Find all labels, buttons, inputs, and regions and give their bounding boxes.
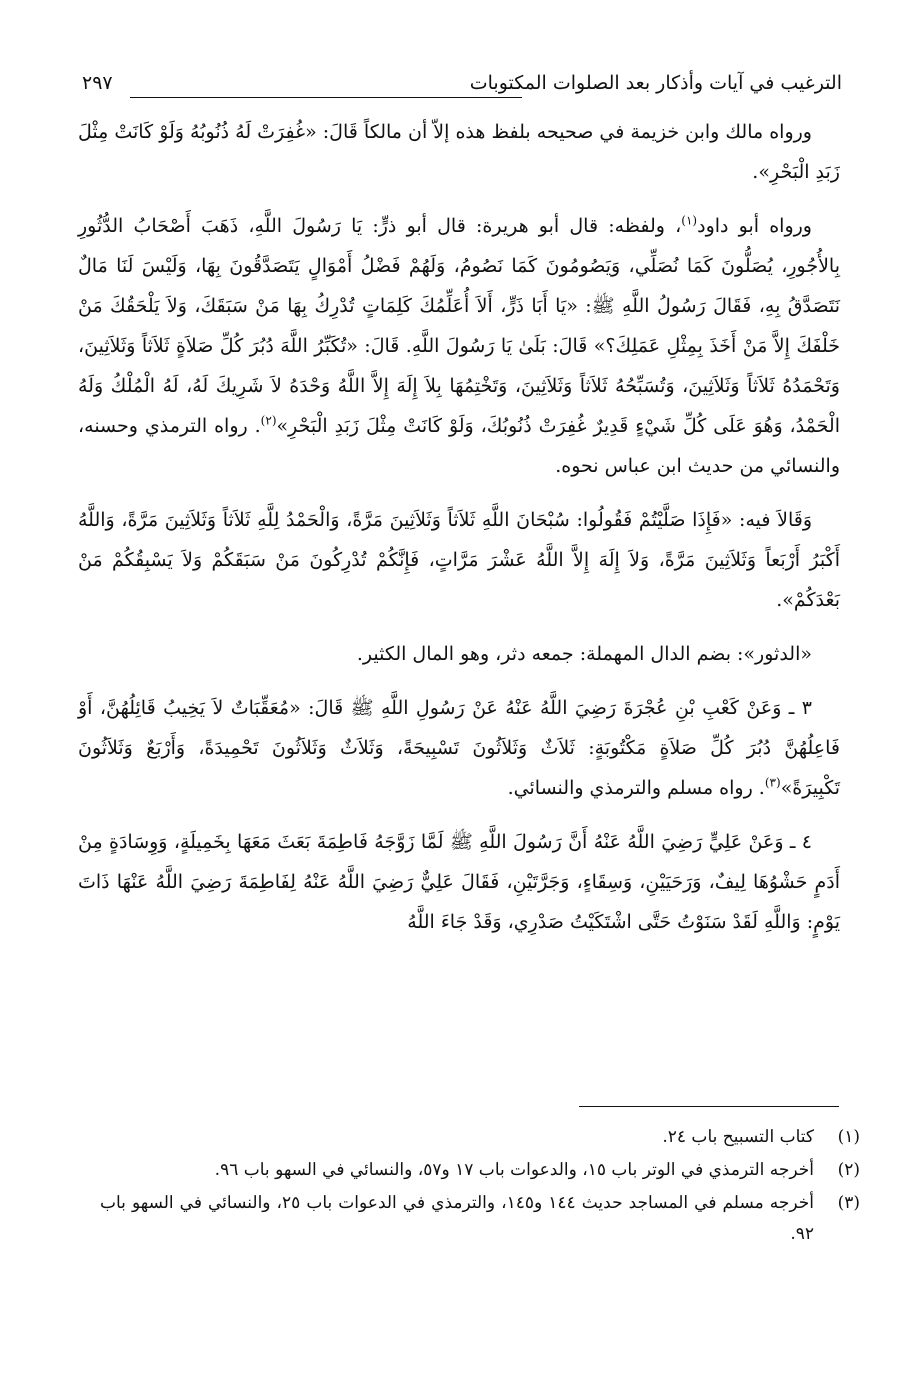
paragraph-text-post: . رواه مسلم والترمذي والنسائي. bbox=[507, 777, 765, 799]
hadith-3 bbox=[78, 688, 840, 808]
paragraph-text: ٣ ـ وَعَنْ كَعْبِ بْنِ عُجْرَةَ رَضِيَ اللَّهُ عَنْهُ عَنْ رَسُولِ اللَّهِ ﷺ قَالَ: «مُعَقِّبَاتٌ لاَ يَخِيبُ قَائِلُهُنَّ، أَوْ فَاعِلُهُنَّ دُبُرَ كُلِّ صَلاَةٍ مَكْتُوبَةٍ: ثَلاَثٌ وَثَلاَثُونَ تَسْبِيحَةً، وَثَلاَثٌ وَثَلاَثُونَ تَحْمِيدَةً، وَأَرْبَعٌ وَثَلاَثُونَ تَكْبِيرَةً» bbox=[78, 697, 840, 799]
footnote-separator bbox=[579, 1106, 839, 1107]
footnote-1 bbox=[100, 1122, 860, 1153]
paragraph-abu-dawud bbox=[78, 206, 840, 486]
footnote-number: (١) bbox=[837, 1127, 860, 1147]
hadith-4 bbox=[78, 822, 840, 942]
footnote-number: (٣) bbox=[837, 1193, 860, 1213]
footnote-text: أخرجه الترمذي في الوتر باب ١٥، والدعوات باب ١٧ و٥٧، والنسائي في السهو باب ٩٦. bbox=[214, 1160, 814, 1180]
page-header bbox=[82, 72, 842, 108]
main-text bbox=[78, 112, 840, 956]
footnote-ref-2[interactable]: (٢) bbox=[260, 413, 277, 428]
page-number: ٢٩٧ bbox=[82, 72, 113, 94]
footnote-2 bbox=[100, 1155, 860, 1186]
running-title: الترغيب في آيات وأذكار بعد الصلوات المكتوبات bbox=[469, 72, 842, 94]
paragraph-text: «الدثور»: بضم الدال المهملة: جمعه دثر، وهو المال الكثير. bbox=[356, 643, 812, 665]
paragraph-duthur-note bbox=[78, 634, 840, 674]
paragraph-text: ورواه مالك وابن خزيمة في صحيحه بلفظ هذه إلاّ أن مالكاً قَالَ: «غُفِرَتْ لَهُ ذُنُوبُهُ وَلَوْ كَانَتْ مِثْلَ زَبَدِ الْبَحْرِ». bbox=[78, 121, 840, 183]
paragraph-qala-fihi bbox=[78, 500, 840, 620]
paragraph-malik bbox=[78, 112, 840, 192]
footnote-ref-3[interactable]: (٣) bbox=[764, 775, 781, 790]
footnote-number: (٢) bbox=[837, 1160, 860, 1180]
paragraph-text-pre: ورواه أبو داود bbox=[697, 215, 812, 237]
footnote-text: أخرجه مسلم في المساجد حديث ١٤٤ و١٤٥، والترمذي في الدعوات باب ٢٥، والنسائي في السهو باب ٩٢. bbox=[100, 1193, 814, 1244]
header-rule bbox=[130, 97, 522, 98]
paragraph-text-post: . رواه الترمذي وحسنه، والنسائي من حديث ابن عباس نحوه. bbox=[78, 415, 840, 477]
footnote-ref-1[interactable]: (١) bbox=[681, 213, 698, 228]
paragraph-text: ، ولفظه: قال أبو هريرة: قال أبو ذرٍّ: يَا رَسُولَ اللَّهِ، ذَهَبَ أَصْحَابُ الدُّثُورِ بِالأُجُورِ، يُصَلُّونَ كَمَا نُصَلِّي، وَيَصُومُونَ كَمَا نَصُومُ، وَلَهُمْ فَضْلُ أَمْوَالٍ يَتَصَدَّقُونَ بِهَا، وَلَيْسَ لَنَا مَالٌ نَتَصَدَّقُ بِهِ، فَقَالَ رَسُولُ اللَّهِ ﷺ: «يَا أَبَا ذَرٍّ، أَلاَ أُعَلِّمُكَ كَلِمَاتٍ تُدْرِكُ بِهَا مَنْ سَبَقَكَ، وَلاَ يَلْحَقُكَ مَنْ خَلْفَكَ إِلاَّ مَنْ أَخَذَ بِمِثْلِ عَمَلِكَ؟» قَالَ: بَلَىٰ يَا رَسُولَ اللَّهِ. قَالَ: «تُكَبِّرُ اللَّهَ دُبُرَ كُلِّ صَلاَةٍ ثَلاَثاً وَثَلاَثِينَ، وَتَحْمَدُهُ ثَلاَثاً وَثَلاَثِينَ، وَتُسَبِّحُهُ ثَلاَثاً وَثَلاَثِينَ، وَتَخْتِمُهَا بِلاَ إِلَهَ إِلاَّ اللَّهُ وَحْدَهُ لاَ شَرِيكَ لَهُ، لَهُ الْمُلْكُ وَلَهُ الْحَمْدُ، وَهُوَ عَلَى كُلِّ شَيْءٍ قَدِيرٌ غُفِرَتْ ذُنُوبُكَ، وَلَوْ كَانَتْ مِثْلَ زَبَدِ الْبَحْرِ» bbox=[78, 215, 840, 437]
paragraph-text: وَقَالاَ فيه: «فَإِذَا صَلَّيْتُمْ فَقُولُوا: سُبْحَانَ اللَّهِ ثَلاَثاً وَثَلاَثِينَ مَرَّةً، وَالْحَمْدُ لِلَّهِ ثَلاَثاً وَثَلاَثِينَ مَرَّةً، وَاللَّهُ أَكْبَرُ أَرْبَعاً وَثَلاَثِينَ مَرَّةً، وَلاَ إِلَهَ إِلاَّ اللَّهُ عَشْرَ مَرَّاتٍ، فَإِنَّكُمْ تُدْرِكُونَ مَنْ سَبَقَكُمْ وَلاَ يَسْبِقُكُمْ مَنْ بَعْدَكُمْ». bbox=[78, 509, 840, 611]
paragraph-text: ٤ ـ وَعَنْ عَلِيٍّ رَضِيَ اللَّهُ عَنْهُ أَنَّ رَسُولَ اللَّهِ ﷺ لَمَّا زَوَّجَهُ فَاطِمَةَ بَعَثَ مَعَهَا بِخَمِيلَةٍ، وَوِسَادَةٍ مِنْ أَدَمٍ حَشْوُهَا لِيفٌ، وَرَحَيَيْنِ، وَسِقَاءٍ، وَجَرَّتَيْنِ، فَقَالَ عَلِيٌّ رَضِيَ اللَّهُ عَنْهُ لِفَاطِمَةَ رَضِيَ اللَّهُ عَنْهَا ذَاتَ يَوْمٍ: وَاللَّهِ لَقَدْ سَنَوْتُ حَتَّى اشْتَكَيْتُ صَدْرِي، وَقَدْ جَاءَ اللَّهُ bbox=[78, 831, 840, 933]
footnotes bbox=[100, 1122, 860, 1252]
footnote-text: كتاب التسبيح باب ٢٤. bbox=[662, 1127, 814, 1147]
footnote-3 bbox=[100, 1188, 860, 1250]
